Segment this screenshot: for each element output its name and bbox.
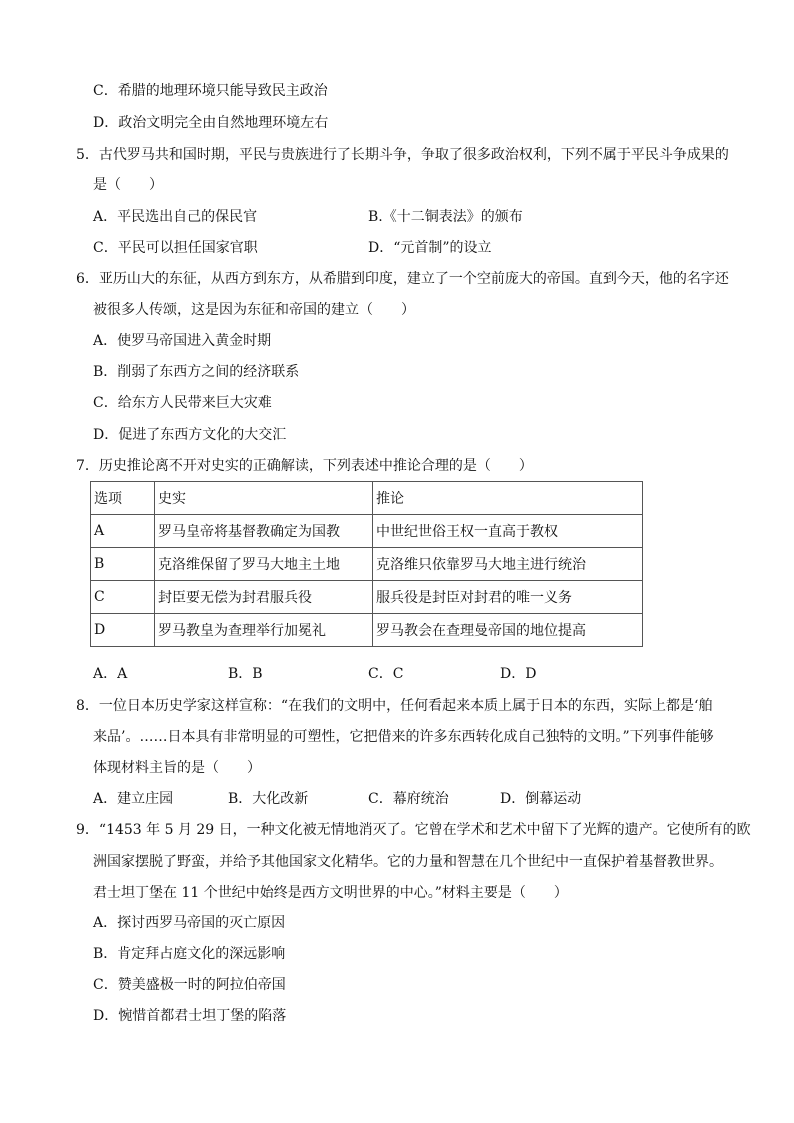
- table-header-row: [91, 482, 643, 515]
- q6-stem-line2: 被很多人传颂，这是因为东征和帝国的建立（ ）: [93, 302, 415, 318]
- table-row: [91, 515, 643, 548]
- table-cell: 罗马教会在查理曼帝国的地位提高: [373, 614, 643, 647]
- q5-option-d: D．“元首制”的设立: [368, 240, 492, 256]
- q9-option-c: C．赞美盛极一时的阿拉伯帝国: [93, 977, 286, 993]
- q7-stem: 7．历史推论离不开对史实的正确解读，下列表述中推论合理的是（ ）: [76, 458, 533, 474]
- q8-stem-line1: 8．一位日本历史学家这样宣称：“在我们的文明中，任何看起来本质上属于日本的东西，实际上都是‘舶: [76, 698, 713, 714]
- table-cell: A: [91, 515, 155, 548]
- table-cell: D: [91, 614, 155, 647]
- q7-option-a: A．A: [93, 666, 128, 682]
- table-header-cell: 选项: [91, 482, 155, 515]
- q7-table: [90, 481, 643, 647]
- q5-stem-line2: 是（ ）: [93, 177, 163, 193]
- q7-option-c: C．C: [368, 666, 404, 682]
- table-header-cell: 推论: [373, 482, 643, 515]
- table-cell: 服兵役是封臣对封君的唯一义务: [373, 581, 643, 614]
- table-cell: 克洛维保留了罗马大地主土地: [155, 548, 373, 581]
- table-row: [91, 548, 643, 581]
- q6-option-a: A．使罗马帝国进入黄金时期: [93, 333, 272, 349]
- table-cell: 罗马皇帝将基督教确定为国教: [155, 515, 373, 548]
- q9-option-a: A．探讨西罗马帝国的灭亡原因: [93, 915, 286, 931]
- q5-option-a: A．平民选出自己的保民官: [93, 209, 258, 225]
- q6-option-d: D．促进了东西方文化的大交汇: [93, 427, 287, 443]
- table-header-cell: 史实: [155, 482, 373, 515]
- table-cell: 中世纪世俗王权一直高于教权: [373, 515, 643, 548]
- q5-option-c: C．平民可以担任国家官职: [93, 240, 258, 256]
- q9-stem-line1: 9．“1453 年 5 月 29 日，一种文化被无情地消灭了。它曾在学术和艺术中留下了光辉的遗产。它使所有的欧: [76, 822, 751, 838]
- q6-stem-line1: 6．亚历山大的东征，从西方到东方，从希腊到印度，建立了一个空前庞大的帝国。直到今天，他的名字还: [76, 271, 729, 287]
- q9-stem-line2: 洲国家摆脱了野蛮，并给予其他国家文化精华。它的力量和智慧在几个世纪中一直保护着基督教世界。: [93, 854, 723, 870]
- q8-stem-line2: 来品’。……日本具有非常明显的可塑性，它把借来的许多东西转化成自己独特的文明。”下列事件能够: [93, 729, 714, 745]
- q6-option-c: C．给东方人民带来巨大灾难: [93, 395, 272, 411]
- table-row: [91, 581, 643, 614]
- q8-stem-line3: 体现材料主旨的是（ ）: [93, 760, 261, 776]
- q9-option-d: D．惋惜首都君士坦丁堡的陷落: [93, 1008, 287, 1024]
- q9-stem-line3: 君士坦丁堡在 11 个世纪中始终是西方文明世界的中心。”材料主要是（ ）: [93, 885, 568, 901]
- table-row: [91, 614, 643, 647]
- q8-option-a: A．建立庄园: [93, 791, 174, 807]
- q4-option-d: D．政治文明完全由自然地理环境左右: [93, 115, 329, 131]
- table-cell: 罗马教皇为查理举行加冕礼: [155, 614, 373, 647]
- table-cell: C: [91, 581, 155, 614]
- q8-option-c: C．幕府统治: [368, 791, 449, 807]
- q9-option-b: B．肯定拜占庭文化的深远影响: [93, 946, 286, 962]
- q8-option-b: B．大化改新: [228, 791, 309, 807]
- q6-option-b: B．削弱了东西方之间的经济联系: [93, 364, 300, 380]
- q5-option-b: B.《十二铜表法》的颁布: [368, 209, 523, 225]
- q4-option-c: C．希腊的地理环境只能导致民主政治: [93, 83, 328, 99]
- q8-option-d: D．倒幕运动: [500, 791, 582, 807]
- table-cell: 克洛维只依靠罗马大地主进行统治: [373, 548, 643, 581]
- table-cell: B: [91, 548, 155, 581]
- q7-option-b: B．B: [228, 666, 263, 682]
- q5-stem-line1: 5．古代罗马共和国时期，平民与贵族进行了长期斗争，争取了很多政治权利，下列不属于平民斗争成果的: [76, 147, 729, 163]
- table-cell: 封臣要无偿为封君服兵役: [155, 581, 373, 614]
- q7-option-d: D．D: [500, 666, 537, 682]
